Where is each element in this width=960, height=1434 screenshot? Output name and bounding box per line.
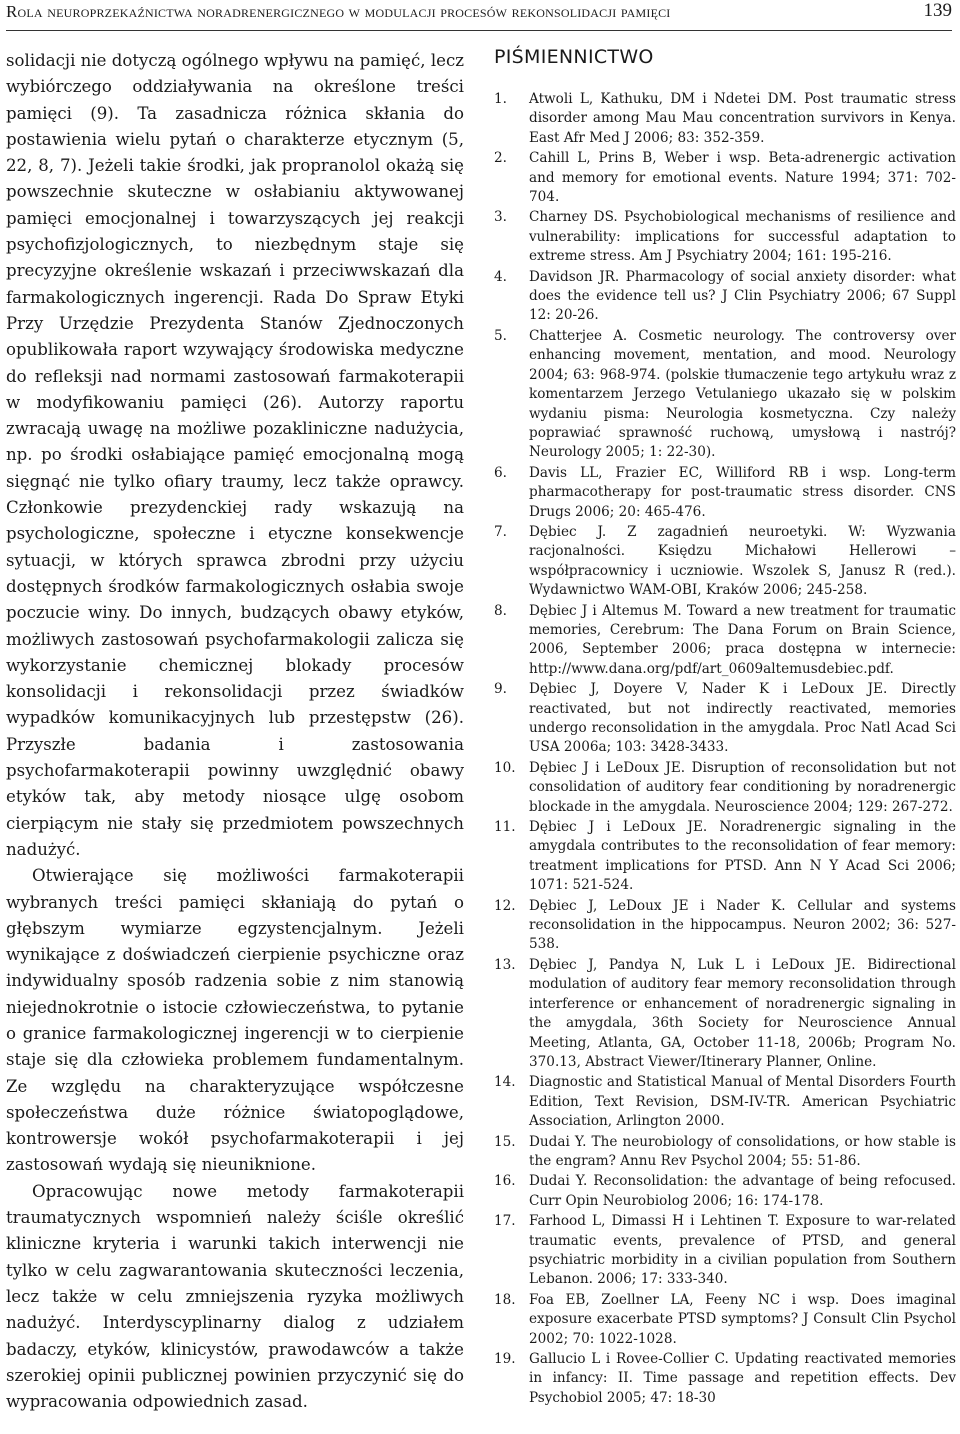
- reference-item: [494, 208, 956, 266]
- reference-number: 4.: [494, 268, 507, 285]
- reference-number: 3.: [494, 209, 507, 226]
- reference-number: 12.: [494, 897, 516, 914]
- reference-number: 5.: [494, 327, 507, 344]
- reference-number: 9.: [494, 681, 507, 698]
- reference-number: 2.: [494, 150, 507, 167]
- reference-text: Dębiec J, Doyere V, Nader K i LeDoux JE. Directly reactivated, but not indirectly reactivated, memories undergo reconsolidation in the amygdala. Proc Natl Acad Sci USA 2006a; 103: 3428-3433.: [529, 681, 956, 756]
- page-number: 139: [923, 0, 952, 21]
- reference-item: [494, 327, 956, 463]
- body-paragraph-1: solidacji nie dotyczą ogólnego wpływu na pamięć, lecz wybiórczego oddziaływania na określone treści pamięci (9). Ta zasadnicza różnica skłania do postawienia wielu pytań o charakterze etycznym (5, 22, 8, 7). Jeżeli takie środki, jak propranolol okażą się powszechnie skuteczne w osłabianiu aktywowanej pamięci emocjonalnej i towarzyszących jej reakcji psychofizjologicznych, to niezbędnym staje się precyzyjne określenie wskazań i przeciwwskazań dla farmakologicznych ingerencji. Rada Do Spraw Etyki Przy Urzędzie Prezydenta Stanów Zjednoczonych opublikowała raport wzywający środowiska medyczne do refleksji nad normami zastosowań farmakoterapii w modyfikowaniu pamięci (26). Autorzy raportu zwracają uwagę na możliwe pozakliniczne nadużycia, np. po środki osłabiające pamięć emocjonalną mogą sięgnąć nie tylko ofiary traumy, lecz także oprawcy. Członkowie prezydenckiej rady wskazują na psychologiczne, społeczne i etyczne konsekwencje sytuacji, w których sprawca zbrodni przy użyciu dostępnych środków farmakologicznych osłabia swoje poczucie winy. Do innych, budzących obawy etyków, możliwych zastosowań psychofarmakologii zalicza się wykorzystanie chemicznej blokady procesów konsolidacji i rekonsolidacji przez świadków wypadków komunikacyjnych lub przestępstw (26). Przyszłe badania i zastosowania psychofarmakoterapii powinny uwzględnić obawy etyków tak, aby metody niosące ulgę osobom cierpiącym nie stały się przedmiotem powszechnych nadużyć.: [6, 51, 464, 859]
- reference-item: [494, 464, 956, 522]
- reference-item: [494, 956, 956, 1072]
- reference-number: 16.: [494, 1173, 516, 1190]
- reference-text: Dębiec J. Z zagadnień neuroetyki. W: Wyzwania racjonalności. Księdzu Michałowi Hellerowi – współpracownicy i uczniowie. Wszolek S, Janusz R (red.). Wydawnictwo WAM-OBI, Kraków 2006; 245-258.: [529, 523, 956, 599]
- reference-text: Diagnostic and Statistical Manual of Mental Disorders Fourth Edition, Text Revision, DSM-IV-TR. American Psychiatric Association, Arlington 2000.: [529, 1074, 956, 1130]
- running-header: [6, 0, 952, 31]
- reference-text: Gallucio L i Rovee-Collier C. Updating reactivated memories in infancy: II. Time passage and repetition effects. Dev Psychobiol 2005; 47: 18-30: [529, 1351, 956, 1406]
- references-heading: PIŚMIENNICTWO: [494, 46, 654, 68]
- body-paragraph-2: Otwierające się możliwości farmakoterapii wybranych treści pamięci skłaniają do pytań o głębszym wymiarze egzystencjalnym. Jeżeli wynikające z doświadczeń cierpienie psychiczne oraz indywidualny sposób radzenia sobie z nim stanowią niejednokrotnie o istocie człowieczeństwa, to pytanie o granice farmakologicznej ingerencji w to cierpienie staje się dla człowieka problemem fundamentalnym. Ze względu na charakteryzujące współczesne społeczeństwa duże różnice światopoglądowe, kontrowersje wokół psychofarmakoterapii i jej zastosowań wydają się nieuniknione.: [6, 866, 464, 1175]
- reference-item: [494, 1212, 956, 1290]
- reference-text: Chatterjee A. Cosmetic neurology. The controversy over enhancing movement, mentation, and mood. Neurology 2004; 63: 968-974. (polskie tłumaczenie tego artykułu wraz z komentarzem Jerzego Vetulaniego ukazało się w polskim wydaniu pisma: Neurologia kosmetyczna. Czy należy poprawiać sprawność ruchową, umysłową i nastrój? Neurology 2005; 1: 22-30).: [529, 327, 956, 461]
- reference-text: Dębiec J i LeDoux JE. Disruption of reconsolidation but not consolidation of auditory fear conditioning by noradrenergic blockade in the amygdala. Neuroscience 2004; 129: 267-272.: [529, 759, 956, 815]
- reference-item: [494, 602, 956, 680]
- reference-item: [494, 680, 956, 758]
- references-column: [494, 46, 956, 1409]
- reference-text: Dębiec J i Altemus M. Toward a new treatment for traumatic memories, Cerebrum: The Dana Forum on Brain Science, 2006, September 2006; praca dostępna w internecie: http://www.dana.org/pdf/art_0609altemusdebiec.pdf.: [529, 602, 956, 677]
- reference-number: 13.: [494, 956, 516, 973]
- reference-list: [494, 90, 956, 1408]
- reference-number: 10.: [494, 759, 516, 776]
- reference-text: Dębiec J i LeDoux JE. Noradrenergic signaling in the amygdala contributes to the reconsolidation of fear memory: treatment implications for PTSD. Ann N Y Acad Sci 2006; 1071: 521-524.: [529, 819, 956, 894]
- reference-text: Farhood L, Dimassi H i Lehtinen T. Exposure to war-related traumatic events, prevalence of PTSD, and general psychiatric morbidity in a civilian population from Southern Lebanon. 2006; 17: 333-340.: [529, 1213, 956, 1288]
- reference-item: [494, 1291, 956, 1349]
- reference-item: [494, 1172, 956, 1211]
- body-paragraph-3: Opracowując nowe metody farmakoterapii traumatycznych wspomnień należy ściśle określić kliniczne kryteria i warunki takich interwencji nie tylko w celu zagwarantowania skuteczności leczenia, lecz także w celu zmniejszenia ryzyka możliwych nadużyć. Interdyscyplinarny dialog z udziałem badaczy, etyków, klinicystów, prawodawców a także szerokiej opinii publicznej powinien przyczynić się do wypracowania odpowiednich zasad.: [6, 1181, 464, 1412]
- reference-number: 17.: [494, 1213, 516, 1230]
- reference-item: [494, 149, 956, 207]
- reference-item: [494, 90, 956, 148]
- reference-text: Dębiec J, Pandya N, Luk L i LeDoux JE. Bidirectional modulation of auditory fear memory reconsolidation through interference or enhancement of noradrenergic signaling in the amygdala, 36th Society for Neuroscience Annual Meeting, Atlanta, GA, October 11-18, 2006b; Program No. 370.13, Abstract Viewer/Itinerary Planner, Online.: [529, 956, 956, 1070]
- reference-number: 14.: [494, 1074, 516, 1091]
- reference-item: [494, 268, 956, 326]
- reference-number: 1.: [494, 91, 507, 107]
- reference-number: 11.: [494, 819, 516, 836]
- reference-text: Charney DS. Psychobiological mechanisms of resilience and vulnerability: implications for successful adaptation to extreme stress. Am J Psychiatry 2004; 161: 195-216.: [529, 209, 956, 265]
- reference-number: 15.: [494, 1133, 516, 1150]
- reference-item: [494, 1073, 956, 1131]
- running-title: Rola neuroprzekaźnictwa noradrenergicznego w modulacji procesów rekonsolidacji pamięci: [6, 2, 671, 21]
- reference-item: [494, 759, 956, 817]
- reference-text: Davis LL, Frazier EC, Williford RB i wsp. Long-term pharmacotherapy for post-traumatic stress disorder. CNS Drugs 2006; 20: 465-476.: [529, 464, 956, 520]
- reference-item: [494, 897, 956, 955]
- reference-number: 8.: [494, 602, 507, 619]
- reference-item: [494, 1133, 956, 1172]
- reference-text: Atwoli L, Kathuku, DM i Ndetei DM. Post traumatic stress disorder among Mau Mau concentration survivors in Kenya. East Afr Med J 2006; 83: 352-359.: [529, 91, 956, 146]
- reference-item: [494, 818, 956, 896]
- reference-item: [494, 523, 956, 601]
- reference-text: Cahill L, Prins B, Weber i wsp. Beta-adrenergic activation and memory for emotional events. Nature 1994; 371: 702-704.: [529, 150, 956, 206]
- reference-text: Foa EB, Zoellner LA, Feeny NC i wsp. Does imaginal exposure exacerbate PTSD symptoms? J Consult Clin Psychol 2002; 70: 1022-1028.: [529, 1291, 956, 1347]
- body-column: [6, 48, 464, 1415]
- reference-item: [494, 1350, 956, 1408]
- reference-number: 19.: [494, 1351, 516, 1367]
- reference-number: 6.: [494, 464, 507, 481]
- reference-text: Davidson JR. Pharmacology of social anxiety disorder: what does the evidence tell us? J Clin Psychiatry 2006; 67 Suppl 12: 20-26.: [529, 268, 956, 324]
- reference-text: Dudai Y. Reconsolidation: the advantage of being refocused. Curr Opin Neurobiolog 2006; 16: 174-178.: [529, 1173, 956, 1209]
- reference-number: 18.: [494, 1291, 516, 1308]
- reference-number: 7.: [494, 523, 507, 540]
- reference-text: Dębiec J, LeDoux JE i Nader K. Cellular and systems reconsolidation in the hippocampus. Neuron 2002; 36: 527-538.: [529, 897, 956, 953]
- reference-text: Dudai Y. The neurobiology of consolidations, or how stable is the engram? Annu Rev Psychol 2004; 55: 51-86.: [529, 1133, 956, 1169]
